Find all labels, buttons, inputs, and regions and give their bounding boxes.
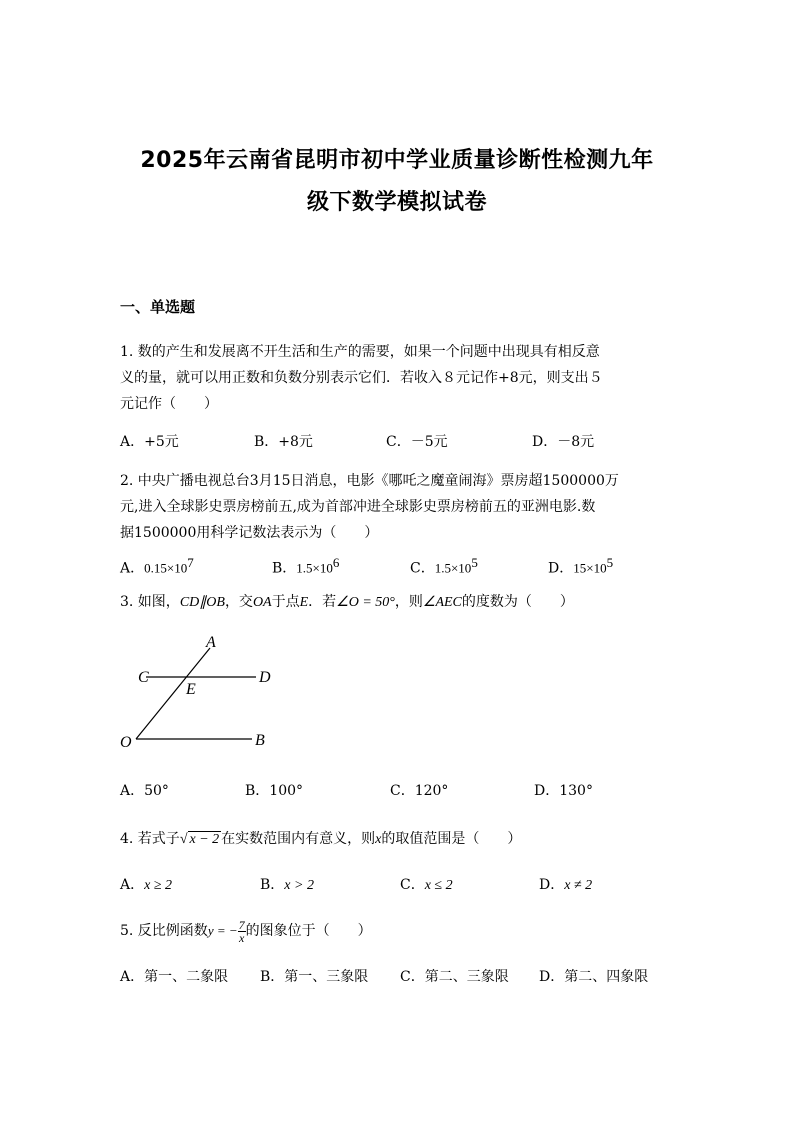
question-4-option-d: D．x ≠ 2 <box>539 877 593 893</box>
question-2-option-c: C．$1.5\times 10^5$ <box>410 555 478 577</box>
question-2-line3: 据1500000用科学记数法表示为（ ） <box>120 525 379 541</box>
sqrt-expression: √ x − 2 <box>179 832 220 847</box>
question-2-option-b: B．$1.5\times 10^6$ <box>272 555 340 577</box>
label-d: D <box>259 669 271 686</box>
question-3-option-b: B．100° <box>245 783 304 799</box>
question-3-figure <box>112 630 282 755</box>
question-3-stem: 3. 如图，CD∥OB，交OA于点E．若∠O = 50°，则∠AEC的度数为（ ） <box>120 594 574 610</box>
label-b: B <box>255 732 265 749</box>
question-5-option-a: A．第一、二象限 <box>120 969 229 985</box>
question-1-line1: 1. 数的产生和发展离不开生活和生产的需要，如果一个问题中出现具有相反意 <box>120 344 600 360</box>
question-3-option-d: D．130° <box>534 783 593 799</box>
question-2-option-d: D．$15\times 10^5$ <box>548 555 614 577</box>
question-5-option-c: C．第二、三象限 <box>400 969 509 985</box>
question-4-option-a: A．x ≥ 2 <box>120 877 173 893</box>
question-1-option-a: A．+5元 <box>120 434 179 450</box>
exam-title-line1: 2025年云南省昆明市初中学业质量诊断性检测九年 <box>140 148 654 173</box>
question-4-option-c: C．x ≤ 2 <box>400 877 453 893</box>
question-1-line3: 元记作（ ） <box>120 396 218 412</box>
question-3-option-c: C．120° <box>390 783 449 799</box>
question-5-option-b: B．第一、三象限 <box>260 969 369 985</box>
question-2-line1: 2. 中央广播电视总台3月15日消息，电影《哪吒之魔童闹海》票房超1500000万 <box>120 473 619 489</box>
label-a: A <box>206 634 216 651</box>
section-heading-single-choice: 一、单选题 <box>120 298 196 316</box>
question-1-line2: 义的量，就可以用正数和负数分别表示它们．若收入８元记作+8元，则支出５ <box>120 370 603 386</box>
line-oa <box>136 648 210 739</box>
question-2-option-a: A．$0.15\times 10^7$ <box>120 555 194 577</box>
label-e: E <box>186 681 196 698</box>
question-1-option-c: C．－5元 <box>386 434 448 450</box>
label-o: O <box>120 734 132 751</box>
question-4-option-b: B．x > 2 <box>260 877 314 893</box>
question-2-line2: 元,进入全球影史票房榜前五,成为首部冲进全球影史票房榜前五的亚洲电影.数 <box>120 499 596 515</box>
question-5-stem: 5. 反比例函数y = − $\frac{7}{x}$ 的图象位于（ ） <box>120 917 372 945</box>
question-1-option-d: D．－8元 <box>532 434 595 450</box>
question-3-option-a: A．50° <box>120 783 169 799</box>
fraction-7-over-x: $\frac{7}{x}$ <box>238 917 245 945</box>
label-c: C <box>138 669 149 686</box>
question-5-option-d: D．第二、四象限 <box>539 969 649 985</box>
exam-title-line2: 级下数学模拟试卷 <box>306 190 487 215</box>
question-4-stem: 4. 若式子√ x − 2 在实数范围内有意义，则x的取值范围是（ ） <box>120 831 522 847</box>
question-1-option-b: B．+8元 <box>254 434 313 450</box>
